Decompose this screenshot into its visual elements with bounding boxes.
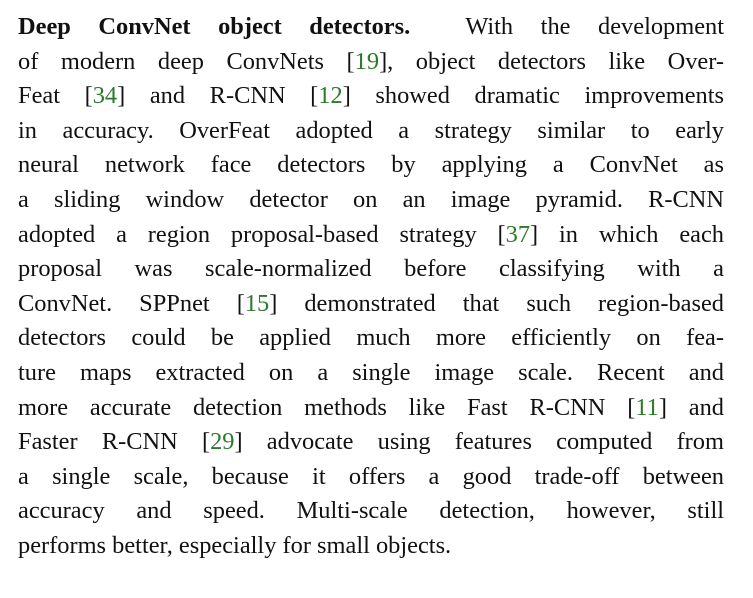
body-text: neural network face detectors by applying a ConvNet as [18, 151, 724, 179]
text-line [18, 183, 724, 218]
body-text: [ [497, 220, 506, 248]
text-line [18, 45, 724, 80]
body-text: Faster R-CNN [18, 428, 202, 456]
text-line [18, 252, 724, 287]
text-line [18, 356, 724, 391]
body-text: ] and R-CNN [117, 82, 311, 110]
body-text: [ [84, 82, 93, 110]
body-text: ] advocate using features computed from [234, 428, 724, 456]
text-line [18, 321, 724, 356]
body-text: [ [310, 82, 319, 110]
text-line [18, 529, 724, 564]
text-line [18, 148, 724, 183]
body-text: ] demonstrated that such region-based [269, 289, 724, 317]
body-text: a sliding window detector on an image pyramid. R-CNN [18, 185, 724, 213]
body-text: detectors could be applied much more efficiently on fea- [18, 324, 724, 352]
body-text: ture maps extracted on a single image scale. Recent and [18, 358, 724, 386]
body-text: ] and [658, 393, 724, 421]
body-text: ] showed dramatic improvements [342, 82, 725, 110]
body-text: ConvNet. SPPnet [18, 289, 237, 317]
body-text: [ [346, 47, 355, 75]
body-text: ] in which each [530, 220, 724, 248]
citation-link[interactable]: 15 [244, 289, 270, 317]
citation-link[interactable]: 12 [318, 82, 343, 110]
body-text: performs better, especially for small objects. [18, 531, 452, 559]
text-line [18, 494, 724, 529]
text-line [18, 114, 724, 149]
citation-link[interactable]: 29 [210, 428, 235, 456]
citation-link[interactable]: 11 [635, 393, 659, 421]
body-text: With the development [465, 13, 725, 40]
body-text: adopted a region proposal-based strategy [18, 220, 498, 248]
body-text: of modern deep ConvNets [18, 47, 347, 75]
citation-link[interactable]: 19 [354, 47, 380, 75]
text-line [18, 79, 724, 114]
text-line [18, 391, 724, 426]
body-text: [ [201, 428, 211, 456]
paper-paragraph [18, 10, 724, 564]
text-line [18, 460, 724, 495]
body-text: a single scale, because it offers a good trade-off between [18, 462, 724, 490]
body-text: [ [627, 393, 636, 421]
body-text: ], object detectors like Over- [379, 47, 724, 75]
body-text: in accuracy. OverFeat adopted a strategy similar to early [18, 116, 724, 144]
body-text: [ [236, 289, 245, 317]
body-text: Feat [18, 82, 85, 110]
citation-link[interactable]: 37 [505, 220, 531, 248]
citation-link[interactable]: 34 [92, 82, 118, 110]
body-text: more accurate detection methods like Fast R-CNN [18, 393, 628, 421]
body-text: accuracy and speed. Multi-scale detection, however, still [18, 497, 724, 525]
text-line [18, 218, 724, 253]
section-heading: Deep ConvNet object detectors. [18, 13, 411, 40]
text-line [18, 425, 724, 460]
text-line [18, 287, 724, 322]
text-line [18, 10, 724, 45]
body-text: proposal was scale-normalized before classifying with a [18, 255, 724, 283]
